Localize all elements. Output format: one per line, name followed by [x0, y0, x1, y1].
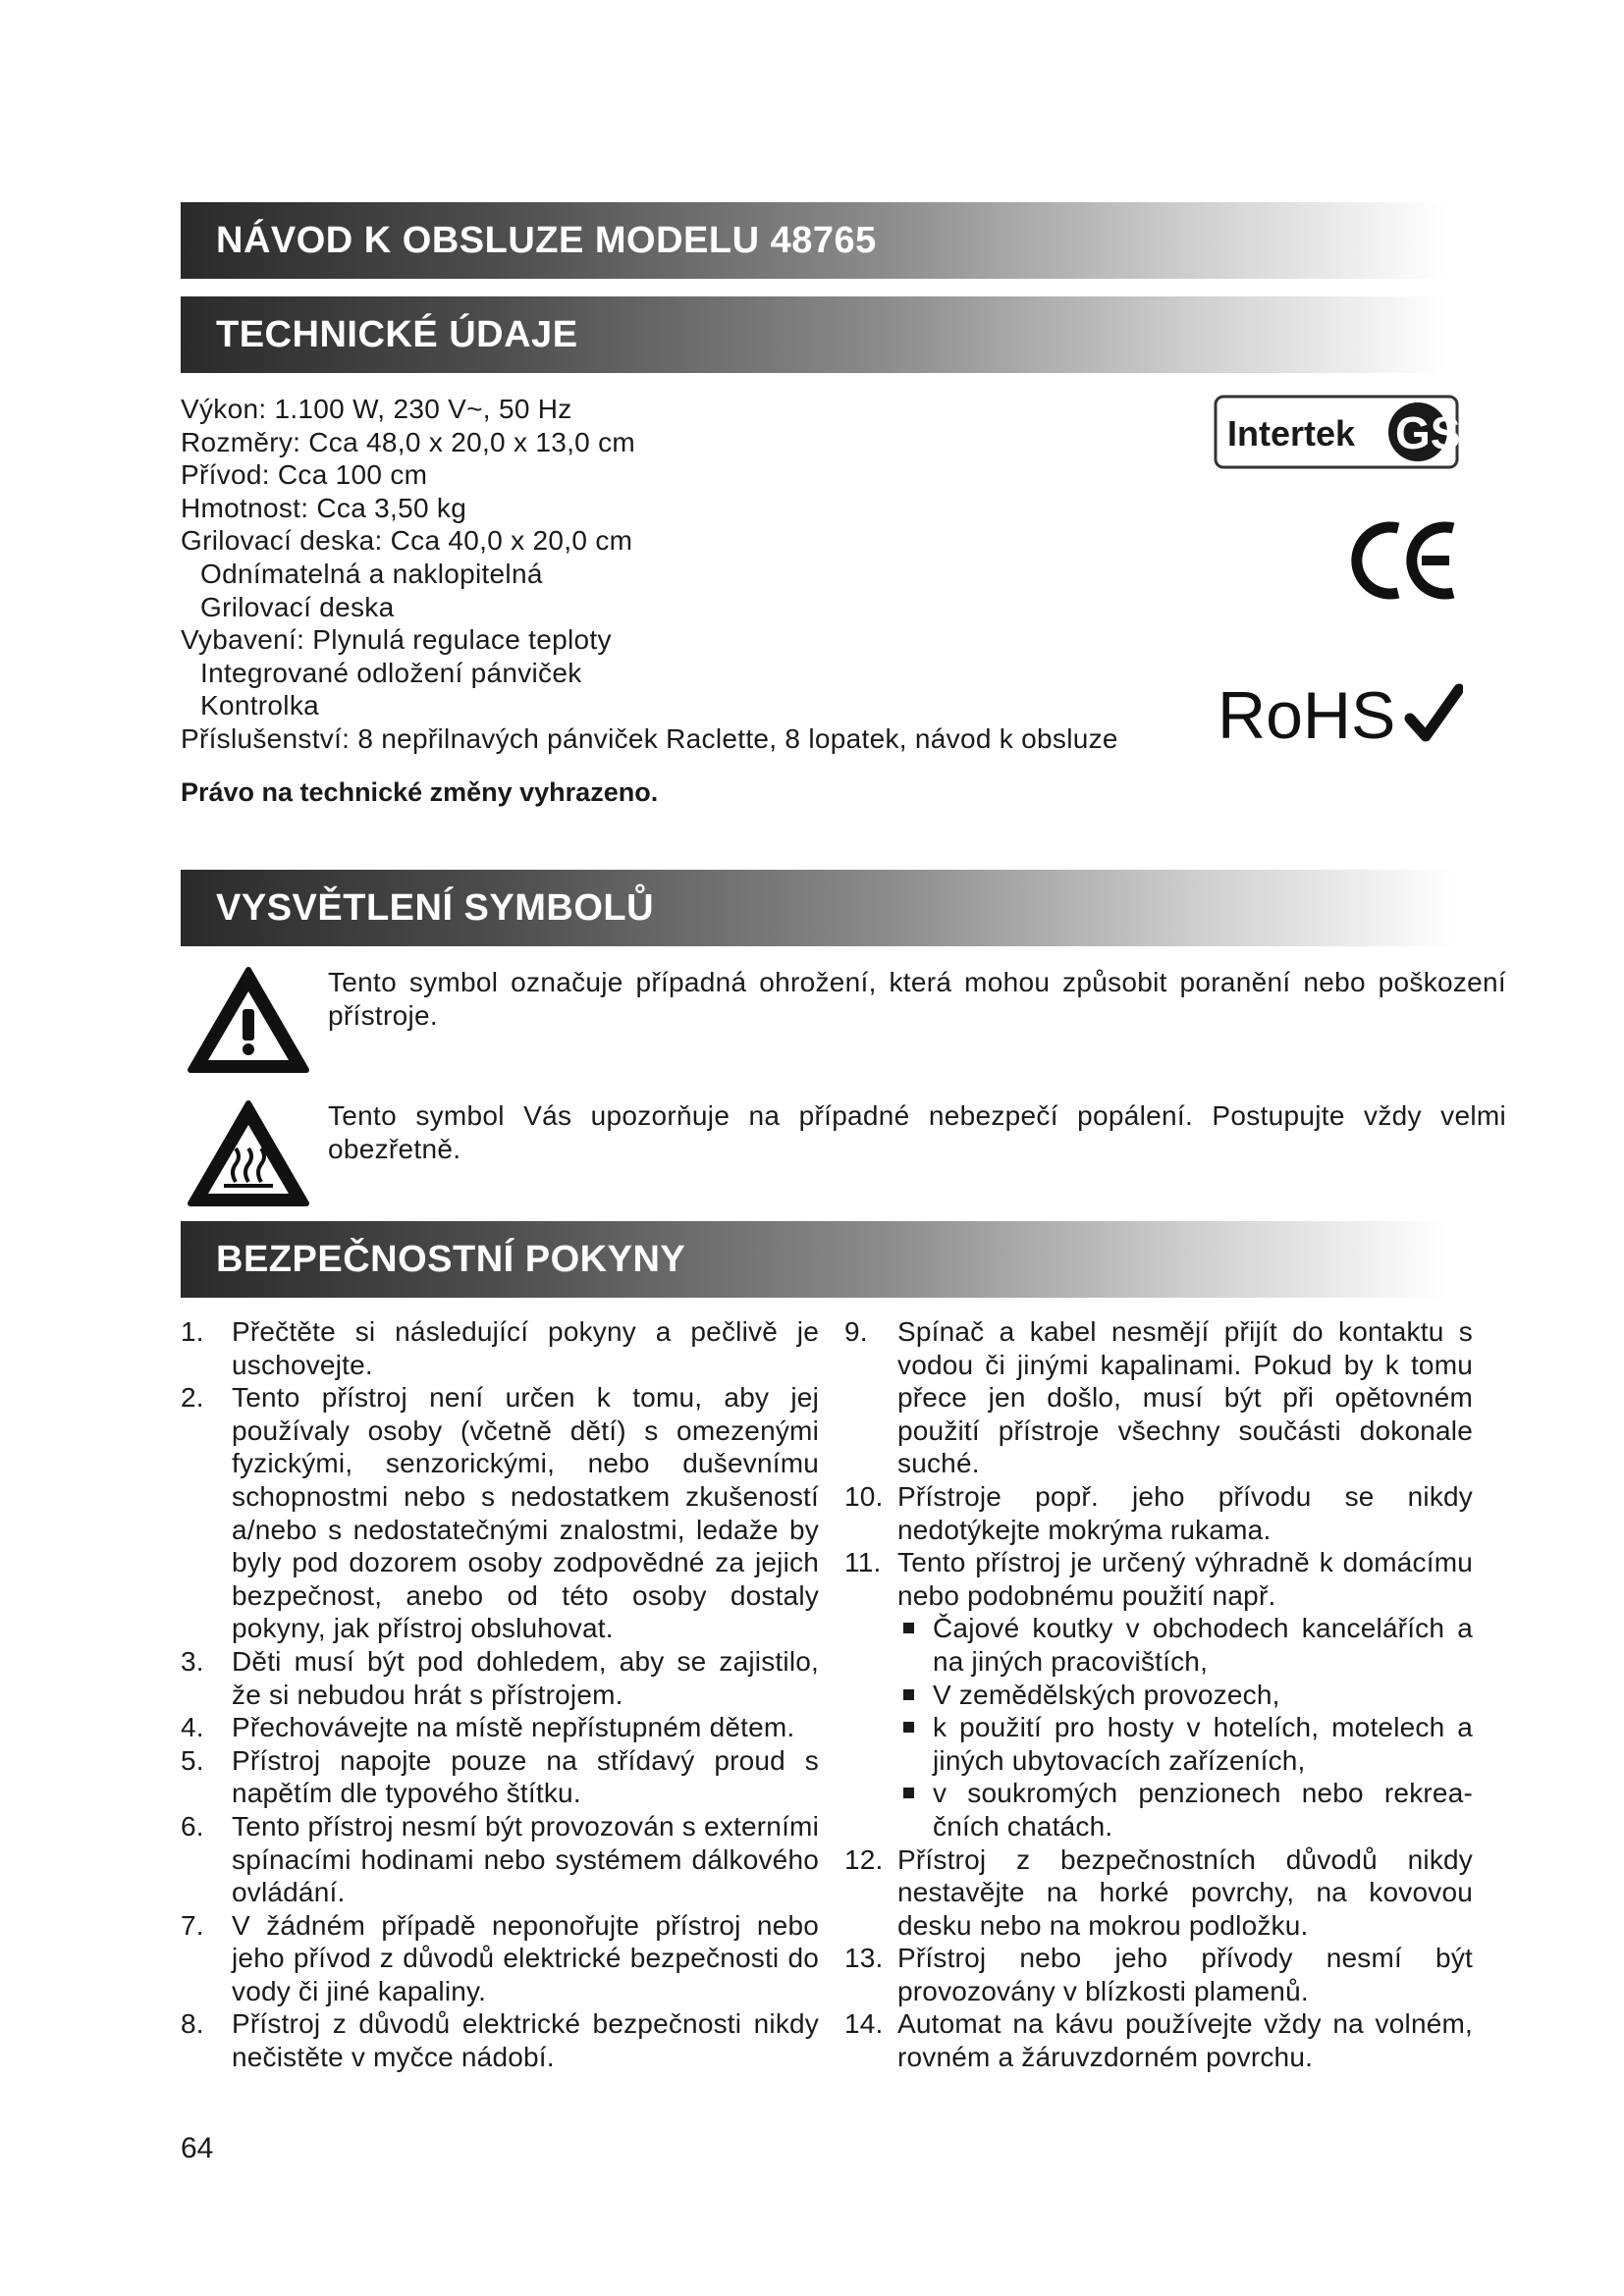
safety-item — [844, 1942, 1473, 2007]
item-text: Přečtěte si následující pokyny a pečlivě je uschovejte. — [232, 1316, 819, 1380]
item-number: 8. — [181, 2008, 204, 2040]
item-number: 5. — [181, 1744, 204, 1776]
warning-exclamation-icon — [187, 966, 310, 1081]
item-number: 13. — [844, 1943, 884, 1974]
item-text: Automat na kávu používejte vždy na volném, rovném a žáruvzdorném povrchu. — [897, 2008, 1473, 2073]
symbol-row — [181, 966, 1506, 1074]
spec-line: Kontrolka — [200, 690, 319, 721]
item-text: Přechovávejte na místě nepřístupném dětem. — [232, 1712, 795, 1743]
bullet-item — [901, 1679, 1473, 1712]
item-number: 7. — [181, 1909, 204, 1941]
safety-item — [181, 1744, 819, 1810]
square-bullet-icon — [903, 1689, 914, 1700]
item-text: Přístroj z důvodů elektrické bezpečnosti nikdy nečistěte v myčce nádobí. — [232, 2008, 819, 2073]
item-number: 9. — [844, 1316, 868, 1347]
square-bullet-icon — [903, 1788, 914, 1798]
symbol-description: Tento symbol Vás upozorňuje na případné nebezpečí popálení. Postupujte vždy velmi obezřetně. — [328, 1100, 1506, 1164]
item-number: 3. — [181, 1645, 204, 1677]
bullet-item — [901, 1777, 1473, 1842]
item-text: Přístroje popř. jeho přívodu se nikdy nedotýkejte mokrýma rukama. — [897, 1480, 1473, 1545]
square-bullet-icon — [903, 1623, 914, 1633]
item-text: Tento přístroj nesmí být provozován s externími spínacími hodinami nebo systémem dálkového ovládání. — [232, 1810, 819, 1908]
item-number: 11. — [844, 1547, 882, 1578]
safety-column-right — [844, 1315, 1473, 2074]
item-text: Přístroj napojte pouze na střídavý proud s napětím dle typového štítku. — [232, 1744, 819, 1809]
tech-heading: TECHNICKÉ ÚDAJE — [216, 314, 578, 355]
item-text: V žádném případě neponořujte přístroj nebo jeho přívod z důvodů elektrické bezpečnosti do vody či jiné kapaliny. — [232, 1909, 819, 2006]
bullet-text: k použití pro hosty v hotelích, motelech a jiných ubytovacích zařízeních, — [933, 1712, 1473, 1776]
bullet-text: V zemědělských provozech, — [933, 1679, 1280, 1710]
spec-line: Přívod: Cca 100 cm — [181, 459, 428, 491]
safety-heading: BEZPEČNOSTNÍ POKYNY — [216, 1239, 686, 1280]
bullet-text: Čajové koutky v obchodech kancelářích a na jiných pracovištích, — [933, 1613, 1473, 1677]
item-text: Přístroj z bezpečnostních důvodů nikdy nestavějte na horké povrchy, na kovovou desku nebo na mokrou podložku. — [897, 1843, 1473, 1941]
intertek-gs-logo — [1214, 395, 1459, 469]
safety-heading-bar — [181, 1221, 1447, 1298]
item-text: Tento přístroj není určen k tomu, aby jej používaly osoby (včetně dětí) s omezenými fyzickými, senzorickými, nebo duševnímu schopnostmi nebo s nedostatkem zkušeností a/nebo s nedostatečnými znalostmi, ledaže by byly pod dozorem osoby zodpovědné za jejich bezpečnost, anebo od této osoby dostaly pokyny, jak přístroj obsluhovat. — [232, 1382, 819, 1644]
rohs-logo — [1218, 677, 1463, 748]
bullet-text: v soukromých penzionech nebo rekrea-čních chatách. — [933, 1778, 1473, 1842]
spec-line: Výkon: 1.100 W, 230 V~, 50 Hz — [181, 394, 572, 424]
item-number: 10. — [844, 1480, 884, 1512]
item-text: Spínač a kabel nesmějí přijít do kontaktu s vodou či jinými kapalinami. Pokud by k tomu přece jen došlo, musí být při opětovném použití přístroje všechny součásti dokonale suché. — [897, 1316, 1473, 1479]
gs-text: GS — [1395, 407, 1459, 458]
item-number: 1. — [181, 1316, 204, 1347]
safety-item — [181, 1645, 819, 1711]
safety-item — [181, 1315, 819, 1381]
page-number: 64 — [181, 2132, 214, 2164]
symbol-description: Tento symbol označuje případná ohrožení, která mohou způsobit poranění nebo poškození přístroje. — [328, 967, 1506, 1031]
item-text: Přístroj nebo jeho přívody nesmí být provozovány v blízkosti plamenů. — [897, 1943, 1473, 2006]
spec-line: Grilovací deska: Cca 40,0 x 20,0 cm — [181, 525, 633, 557]
tech-specs — [181, 393, 1192, 756]
intertek-text: Intertek — [1227, 413, 1356, 454]
item-text: Tento přístroj je určený výhradně k domácímu nebo podobnému použití např. — [897, 1547, 1473, 1611]
square-bullet-icon — [903, 1722, 914, 1733]
manual-title: NÁVOD K OBSLUZE MODELU 48765 — [216, 220, 877, 261]
item-number: 2. — [181, 1382, 204, 1414]
safety-item — [844, 1546, 1473, 1842]
bullet-item — [901, 1711, 1473, 1777]
item-number: 12. — [844, 1843, 884, 1875]
spec-line: Grilovací deska — [200, 591, 395, 622]
safety-item — [181, 1381, 819, 1645]
safety-item — [844, 1315, 1473, 1480]
spec-line: Hmotnost: Cca 3,50 kg — [181, 492, 467, 523]
spec-line: Vybavení: Plynulá regulace teploty — [181, 624, 612, 656]
usage-bullet-list — [897, 1612, 1473, 1842]
spec-line: Příslušenství: 8 nepřilnavých pánviček Raclette, 8 lopatek, návod k obsluze — [181, 722, 1118, 754]
symbols-heading-bar — [181, 870, 1457, 946]
hot-surface-icon — [187, 1099, 310, 1214]
technical-changes-note: Právo na technické změny vyhrazeno. — [181, 777, 659, 807]
symbols-heading: VYSVĚTLENÍ SYMBOLŮ — [216, 887, 655, 929]
spec-line: Integrované odložení pánviček — [200, 657, 582, 688]
symbol-row — [181, 1099, 1506, 1209]
item-number: 14. — [844, 2008, 884, 2040]
safety-item — [844, 1480, 1473, 1546]
rohs-text: RoHS — [1218, 678, 1396, 748]
safety-column-left — [181, 1315, 819, 2074]
item-text: Děti musí být pod dohledem, aby se zajistilo, že si nebudou hrát s přístrojem. — [232, 1645, 819, 1710]
manual-title-bar — [181, 202, 1447, 279]
item-number: 4. — [181, 1712, 204, 1743]
spec-line: Odnímatelná a naklopitelná — [200, 558, 543, 589]
safety-item — [181, 1909, 819, 2008]
safety-item — [181, 1810, 819, 1909]
safety-item — [844, 1843, 1473, 1943]
ce-mark — [1347, 516, 1465, 605]
tech-heading-bar — [181, 296, 1447, 373]
safety-item — [844, 2007, 1473, 2073]
safety-item — [181, 2007, 819, 2073]
safety-item — [181, 1711, 819, 1744]
item-number: 6. — [181, 1810, 204, 1842]
spec-line: Rozměry: Cca 48,0 x 20,0 x 13,0 cm — [181, 426, 636, 457]
bullet-item — [901, 1612, 1473, 1678]
